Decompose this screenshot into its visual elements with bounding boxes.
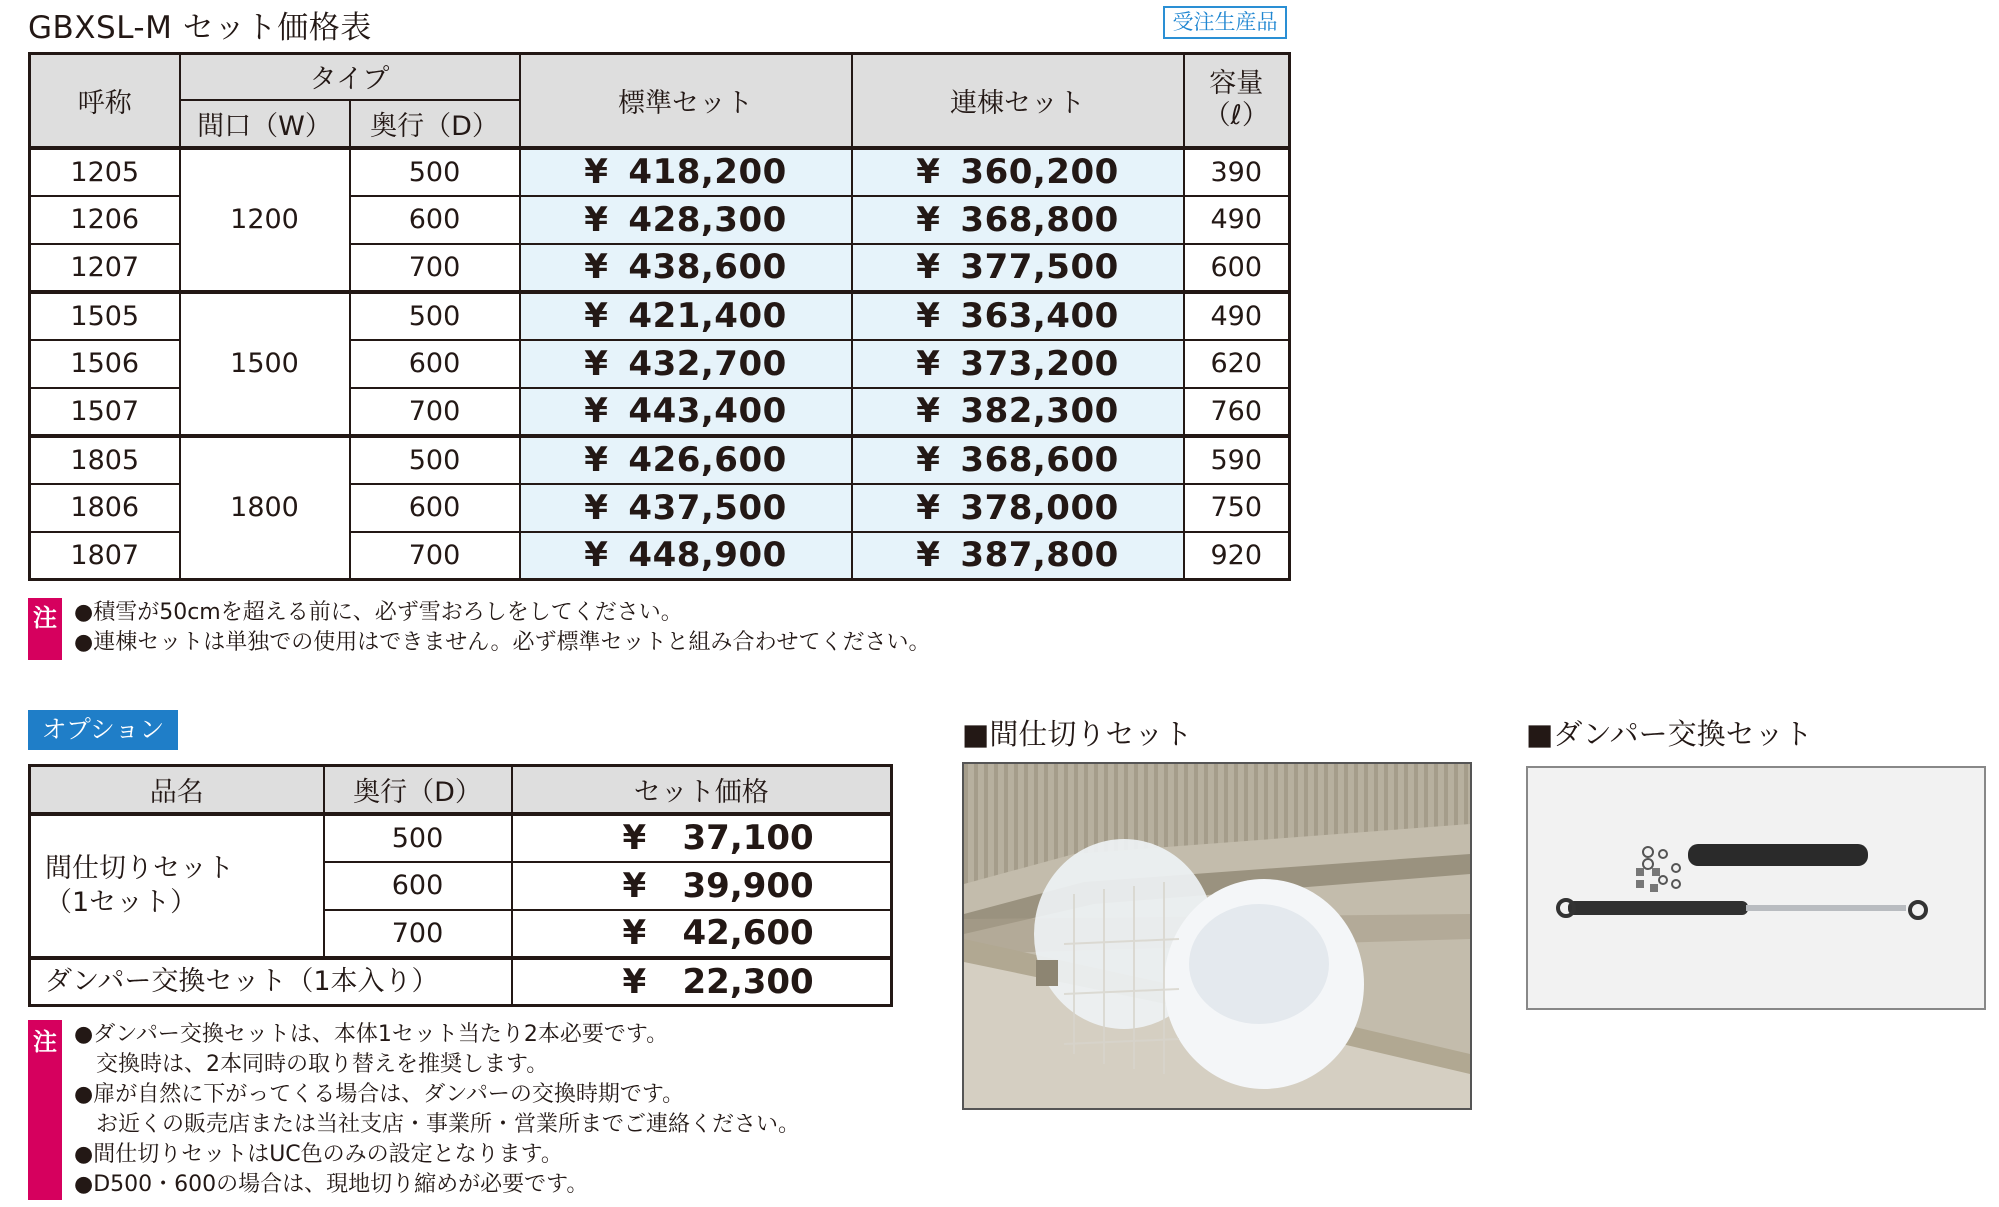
damper-photo bbox=[1526, 766, 1986, 1010]
cell-option-price bbox=[512, 814, 892, 862]
yen-sign: ¥ bbox=[916, 247, 941, 287]
linked-price-value: 378,000 bbox=[960, 487, 1119, 528]
cell-standard-price bbox=[520, 436, 852, 484]
note-line: ●ダンパー交換セットは、本体1セット当たり2本必要です。 bbox=[74, 1022, 669, 1047]
yen-sign: ¥ bbox=[584, 199, 609, 240]
yen-sign: ¥ bbox=[584, 247, 609, 287]
cell-standard-price bbox=[520, 244, 852, 292]
price-table bbox=[28, 52, 1291, 581]
header-depth: 奥行（D） bbox=[350, 100, 520, 148]
cell-depth: 600 bbox=[324, 862, 512, 910]
damper-set-name: ダンパー交換セット（1本入り） bbox=[30, 958, 512, 1006]
cell-linked-price bbox=[852, 388, 1184, 436]
cell-standard-price bbox=[520, 148, 852, 196]
yen-sign: ¥ bbox=[622, 913, 647, 953]
cell-depth: 700 bbox=[350, 388, 520, 436]
cell-capacity: 750 bbox=[1184, 484, 1290, 532]
table-row bbox=[30, 148, 1290, 196]
cell-capacity: 600 bbox=[1184, 244, 1290, 292]
note-line: ●D500・600の場合は、現地切り縮めが必要です。 bbox=[74, 1172, 589, 1197]
table-row bbox=[30, 958, 892, 1006]
yen-sign: ¥ bbox=[584, 440, 609, 480]
yen-sign: ¥ bbox=[916, 343, 941, 384]
cell-name: 1806 bbox=[30, 484, 180, 532]
cell-depth: 500 bbox=[324, 814, 512, 862]
partition-photo-title: ■間仕切りセット bbox=[962, 717, 1193, 751]
yen-sign: ¥ bbox=[916, 487, 941, 528]
option-header-price: セット価格 bbox=[512, 766, 892, 814]
table-row bbox=[30, 814, 892, 862]
standard-price-value: 432,700 bbox=[628, 343, 787, 384]
page-title: GBXSL-M セット価格表 bbox=[28, 10, 372, 46]
note-line: ●積雪が50cmを超える前に、必ず雪おろしをしてください。 bbox=[74, 600, 683, 625]
notes-bottom bbox=[74, 1020, 800, 1200]
note-mark-bottom bbox=[28, 1020, 62, 1200]
yen-sign: ¥ bbox=[916, 152, 941, 192]
cell-name: 1506 bbox=[30, 340, 180, 388]
yen-sign: ¥ bbox=[584, 343, 609, 384]
standard-price-value: 421,400 bbox=[628, 296, 787, 336]
cell-linked-price bbox=[852, 148, 1184, 196]
linked-price-value: 387,800 bbox=[960, 535, 1119, 576]
cell-capacity: 620 bbox=[1184, 340, 1290, 388]
cell-name: 1205 bbox=[30, 148, 180, 196]
note-line: 交換時は、2本同時の取り替えを推奨します。 bbox=[74, 1052, 549, 1077]
note-line: ●連棟セットは単独での使用はできません。必ず標準セットと組み合わせてください。 bbox=[74, 630, 931, 655]
cell-linked-price bbox=[852, 484, 1184, 532]
option-header-name: 品名 bbox=[30, 766, 324, 814]
note-mark-label: 注 bbox=[33, 604, 57, 632]
linked-price-value: 368,800 bbox=[960, 199, 1119, 240]
linked-price-value: 363,400 bbox=[960, 296, 1119, 336]
cell-standard-price bbox=[520, 340, 852, 388]
yen-sign: ¥ bbox=[916, 535, 941, 576]
cell-option-price bbox=[512, 862, 892, 910]
header-type: タイプ bbox=[180, 54, 520, 100]
standard-price-value: 426,600 bbox=[628, 440, 787, 480]
damper-photo-illustration bbox=[1528, 768, 1984, 1008]
cell-linked-price bbox=[852, 244, 1184, 292]
linked-price-value: 360,200 bbox=[960, 152, 1119, 192]
cell-depth: 500 bbox=[350, 148, 520, 196]
cell-standard-price bbox=[520, 484, 852, 532]
cell-name: 1206 bbox=[30, 196, 180, 244]
partition-set-name bbox=[30, 814, 324, 958]
yen-sign: ¥ bbox=[584, 535, 609, 576]
option-header-depth: 奥行（D） bbox=[324, 766, 512, 814]
option-badge: オプション bbox=[28, 710, 178, 750]
cell-linked-price bbox=[852, 340, 1184, 388]
header-capacity bbox=[1184, 54, 1290, 148]
partition-set-label: 間仕切りセット bbox=[45, 852, 234, 884]
yen-sign: ¥ bbox=[916, 440, 941, 480]
cell-linked-price bbox=[852, 196, 1184, 244]
option-price-value: 37,100 bbox=[682, 818, 814, 858]
made-to-order-badge: 受注生産品 bbox=[1163, 6, 1287, 39]
cell-capacity: 760 bbox=[1184, 388, 1290, 436]
note-mark-top bbox=[28, 598, 62, 660]
option-price-value: 22,300 bbox=[682, 961, 814, 1002]
note-mark-label: 注 bbox=[33, 1028, 57, 1056]
header-capacity-label: 容量 bbox=[1209, 68, 1264, 100]
cell-name: 1507 bbox=[30, 388, 180, 436]
cell-capacity: 920 bbox=[1184, 532, 1290, 580]
cell-depth: 700 bbox=[350, 244, 520, 292]
cell-name: 1805 bbox=[30, 436, 180, 484]
linked-price-value: 377,500 bbox=[960, 247, 1119, 287]
linked-price-value: 373,200 bbox=[960, 343, 1119, 384]
yen-sign: ¥ bbox=[916, 296, 941, 336]
cell-standard-price bbox=[520, 292, 852, 340]
linked-price-value: 382,300 bbox=[960, 391, 1119, 431]
cell-capacity: 390 bbox=[1184, 148, 1290, 196]
header-width: 間口（W） bbox=[180, 100, 350, 148]
cell-linked-price bbox=[852, 532, 1184, 580]
yen-sign: ¥ bbox=[916, 199, 941, 240]
cell-standard-price bbox=[520, 532, 852, 580]
cell-capacity: 490 bbox=[1184, 196, 1290, 244]
cell-capacity: 590 bbox=[1184, 436, 1290, 484]
partition-photo-illustration bbox=[964, 764, 1470, 1108]
cell-standard-price bbox=[520, 388, 852, 436]
yen-sign: ¥ bbox=[916, 391, 941, 431]
partition-photo bbox=[962, 762, 1472, 1110]
header-linked: 連棟セット bbox=[852, 54, 1184, 148]
cell-depth: 700 bbox=[324, 910, 512, 958]
yen-sign: ¥ bbox=[584, 391, 609, 431]
cell-width: 1800 bbox=[180, 436, 350, 580]
standard-price-value: 418,200 bbox=[628, 152, 787, 192]
option-table bbox=[28, 764, 893, 1007]
cell-width: 1200 bbox=[180, 148, 350, 292]
cell-name: 1207 bbox=[30, 244, 180, 292]
cell-depth: 600 bbox=[350, 340, 520, 388]
standard-price-value: 443,400 bbox=[628, 391, 787, 431]
header-standard: 標準セット bbox=[520, 54, 852, 148]
standard-price-value: 448,900 bbox=[628, 535, 787, 576]
cell-name: 1807 bbox=[30, 532, 180, 580]
notes-top bbox=[74, 598, 931, 658]
option-price-value: 39,900 bbox=[682, 865, 814, 906]
note-line: ●間仕切りセットはUC色のみの設定となります。 bbox=[74, 1142, 563, 1167]
yen-sign: ¥ bbox=[622, 961, 647, 1002]
cell-depth: 600 bbox=[350, 196, 520, 244]
note-line: お近くの販売店または当社支店・事業所・営業所までご連絡ください。 bbox=[74, 1112, 801, 1137]
cell-width: 1500 bbox=[180, 292, 350, 436]
cell-name: 1505 bbox=[30, 292, 180, 340]
cell-linked-price bbox=[852, 292, 1184, 340]
cell-linked-price bbox=[852, 436, 1184, 484]
yen-sign: ¥ bbox=[584, 487, 609, 528]
yen-sign: ¥ bbox=[622, 865, 647, 906]
header-capacity-unit: （ℓ） bbox=[1203, 100, 1269, 132]
cell-capacity: 490 bbox=[1184, 292, 1290, 340]
table-row bbox=[30, 292, 1290, 340]
standard-price-value: 437,500 bbox=[628, 487, 787, 528]
cell-option-price bbox=[512, 910, 892, 958]
damper-photo-title: ■ダンパー交換セット bbox=[1526, 717, 1813, 751]
cell-depth: 500 bbox=[350, 292, 520, 340]
header-name: 呼称 bbox=[30, 54, 180, 148]
standard-price-value: 438,600 bbox=[628, 247, 787, 287]
table-row bbox=[30, 436, 1290, 484]
partition-set-qty: （1セット） bbox=[45, 886, 198, 918]
yen-sign: ¥ bbox=[584, 152, 609, 192]
cell-option-price bbox=[512, 958, 892, 1006]
cell-depth: 500 bbox=[350, 436, 520, 484]
linked-price-value: 368,600 bbox=[960, 440, 1119, 480]
cell-depth: 600 bbox=[350, 484, 520, 532]
cell-depth: 700 bbox=[350, 532, 520, 580]
yen-sign: ¥ bbox=[622, 818, 647, 858]
cell-standard-price bbox=[520, 196, 852, 244]
standard-price-value: 428,300 bbox=[628, 199, 787, 240]
note-line: ●扉が自然に下がってくる場合は、ダンパーの交換時期です。 bbox=[74, 1082, 685, 1107]
option-price-value: 42,600 bbox=[682, 913, 814, 953]
yen-sign: ¥ bbox=[584, 296, 609, 336]
